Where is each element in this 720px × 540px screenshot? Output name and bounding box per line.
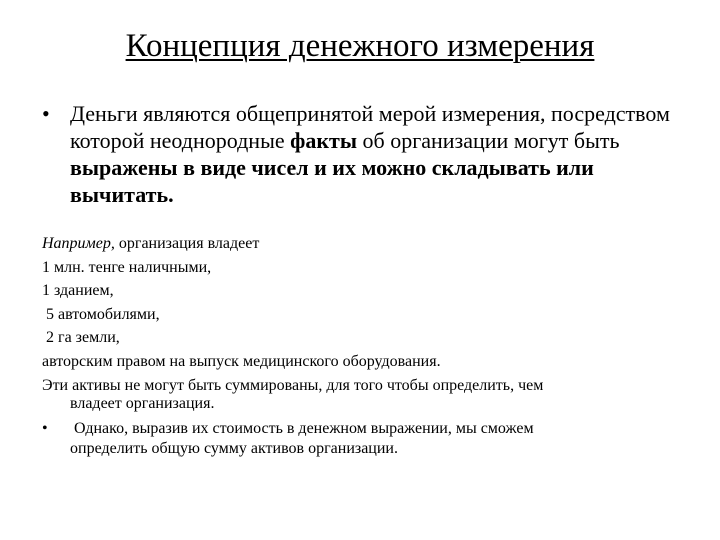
bullet-bold-conclusion: выражены в виде чисел и их можно складывать или вычитать. bbox=[70, 155, 594, 207]
example-line-copyright: авторским правом на выпуск медицинского оборудования. bbox=[42, 352, 441, 370]
main-bullet bbox=[42, 100, 682, 208]
bullet-text-part1: Деньги являются общепринятой мерой измерения, посредством которой неоднородные bbox=[70, 101, 670, 153]
example-intro-italic: Например, bbox=[42, 235, 115, 252]
example-intro bbox=[42, 232, 702, 256]
example-block bbox=[42, 232, 702, 459]
note-line-1: Эти активы не могут быть суммированы, для того чтобы определить, чем bbox=[42, 377, 544, 394]
note-line-2: владеет организация. bbox=[70, 395, 215, 412]
slide-title: Концепция денежного измерения bbox=[125, 28, 595, 64]
conclusion-bullet-marker: • bbox=[42, 420, 48, 437]
bullet-text-part2: об организации могут быть bbox=[357, 128, 620, 153]
main-bullet-text bbox=[70, 100, 682, 208]
bullet-marker: • bbox=[42, 101, 50, 126]
bullet-bold-facts: факты bbox=[290, 128, 358, 153]
example-line-cash: 1 млн. тенге наличными, bbox=[42, 258, 212, 276]
conclusion-bullet bbox=[42, 419, 702, 459]
example-line-land: 2 га земли, bbox=[42, 329, 120, 346]
example-line-cars: 5 автомобилями, bbox=[42, 305, 160, 323]
example-intro-rest: организация владеет bbox=[114, 235, 260, 252]
conclusion-line-2: определить общую сумму активов организации. bbox=[70, 440, 398, 457]
example-line-building: 1 зданием, bbox=[42, 282, 114, 299]
conclusion-line-1: Однако, выразив их стоимость в денежном выражении, мы сможем bbox=[70, 420, 534, 437]
